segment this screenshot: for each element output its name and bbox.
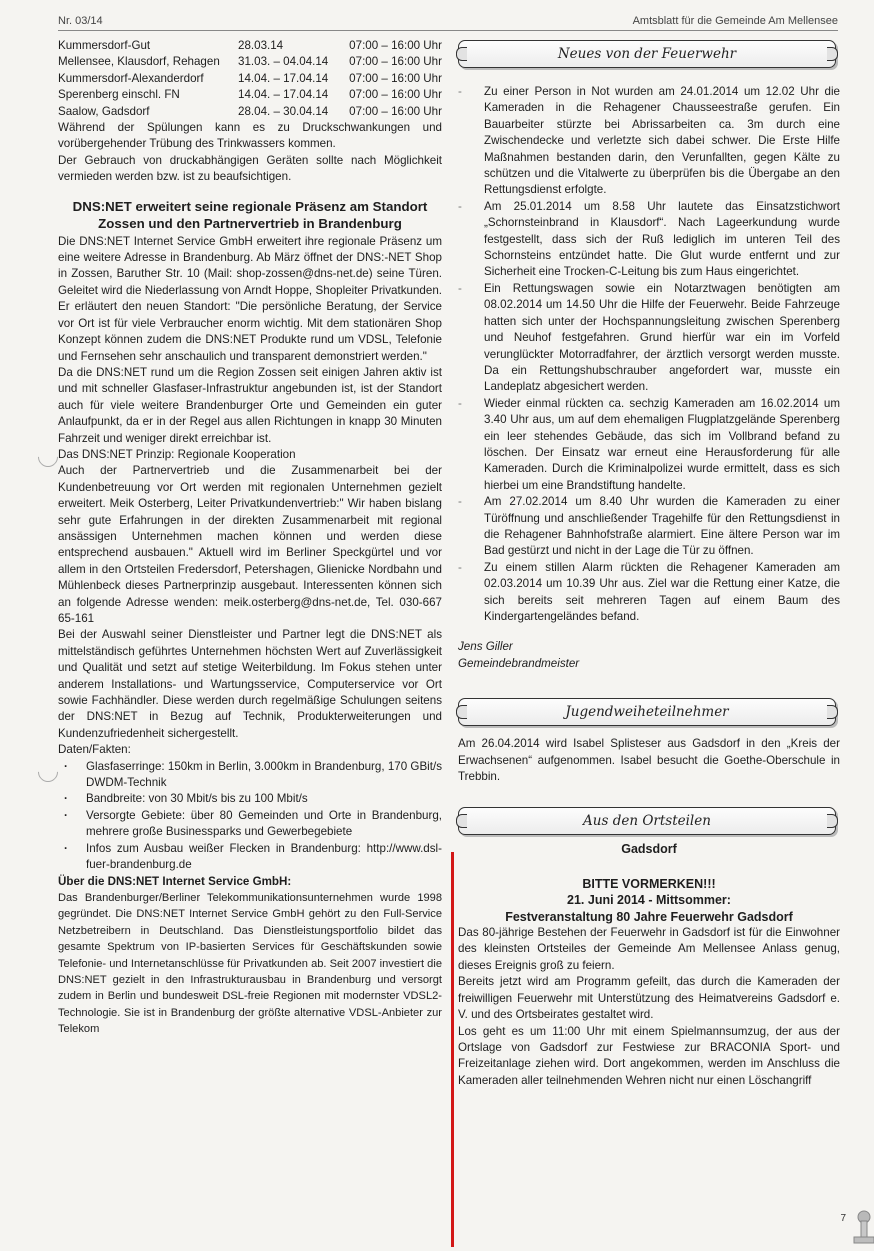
facts-label: Daten/Fakten: <box>58 743 131 757</box>
section-banner <box>458 807 836 835</box>
banner-title: Neues von der Feuerwehr <box>557 46 737 62</box>
right-column <box>458 40 840 1089</box>
table-row <box>58 71 442 87</box>
article-paragraph: Los geht es um 11:00 Uhr mit einem Spielmannsumzug, der aus der Ortslage von Gadsdorf zur Festwiese zur BRACONIA Sport- und Freizeitanlage ziehen wird. Dort angekommen, werden im Anschluss die Kameraden aller teilnehmenden Wehren nicht nur einen Löschangriff <box>458 1024 840 1087</box>
list-item: · Infos zum Ausbau weißer Flecken in Brandenburg: http://www.dsl-fuer-brandenburg.de <box>58 841 442 874</box>
banner-title: Jugendweiheteilnehmer <box>565 704 729 721</box>
scroll-curl-icon <box>456 814 467 828</box>
list-item: - Zu einem stillen Alarm rückten die Rehagener Kameraden am 02.03.2014 um 10.39 Uhr aus. Ziel war die Rettung einer Katze, die sich bereits seit mehreren Tagen auf einem Baum des Kindergartengeländes befand. <box>458 560 840 626</box>
article-paragraph: Bei der Auswahl seiner Dienstleister und Partner legt die DNS:NET als mittelständisch geführtes Unternehmen höchsten Wert auf Zuverlässigkeit und Qualität und setzt auf stetige Weiterbildung. Im Fokus stehen unter anderem Installations- und Wartungsservice, Computerservice vor Ort sowie Fachhändler. Diese werden durch regelmäßige Schulungen seitens der DNS:NET in Bezug auf Technik, Produkterweiterungen und Kundenzufriedenheit sichergestellt. <box>58 628 442 740</box>
list-item: · Glasfaserringe: 150km in Berlin, 3.000km in Brandenburg, 170 GBit/s DWDM-Technik <box>58 759 442 792</box>
article-paragraph: Am 26.04.2014 wird Isabel Splisteser aus Gadsdorf in den „Kreis der Erwachsenen“ aufgenommen. Isabel besucht die Goethe-Oberschule in Trebbin. <box>458 737 840 784</box>
list-item: - Am 25.01.2014 um 8.58 Uhr lautete das Einsatzstichwort „Schornsteinbrand in Klausdorf“. Nach Lageerkundung wurde festgestellt, dass sich der Ruß lediglich im unteren Teil des Schornsteins entzündet hatte. Die Glut wurde entfernt und zur Sicherheit eine Trocken-C-Leitung bis zum Haus eingerichtet. <box>458 199 840 281</box>
facts-list <box>58 759 442 874</box>
time-cell: 07:00 – 16:00 Uhr <box>349 39 442 52</box>
list-item: · Bandbreite: von 30 Mbit/s bis zu 100 Mbit/s <box>58 791 442 807</box>
article-paragraph: Bereits jetzt wird am Programm gefeilt, das durch die Kameraden der freiwilligen Feuerwehr mit Unterstützung des Heimatvereins Gadsdorf e. V. und des Ortsbeirates gestaltet wird. <box>458 975 840 1022</box>
banner-title: Aus den Ortsteilen <box>583 813 711 830</box>
red-margin-mark <box>451 852 454 1247</box>
event-title: Festveranstaltung 80 Jahre Feuerwehr Gadsdorf <box>505 909 793 924</box>
issue-number: Nr. 03/14 <box>58 15 103 27</box>
article-paragraph: Auch der Partnervertrieb und die Zusammenarbeit bei der Kundenbetreuung vor Ort werden mit regionalen Unternehmen gezielt erweitert. Meik Osterberg, Leiter Privatkundenvertrieb:" Wir haben bislang sehr gute Erfahrungen in der direkten Zusammenarbeit mit regional ansässigen Unternehmen machen können und werden diese entsprechend ausbauen." Aktuell wird im Berliner Speckgürtel und vor allem in den Ortsteilen Fredersdorf, Petershagen, Glienicke Nordbahn und Mühlenbeck dieses Partnerprinzip ausgebaut. Interessenten können sich an folgende Adresse wenden: meik.osterberg@dns-net.de, Tel. 030-667 65-161 <box>58 464 442 625</box>
scroll-curl-icon <box>456 705 467 719</box>
page-header <box>58 10 838 30</box>
date-cell: 14.04. – 17.04.14 <box>238 71 329 85</box>
date-cell: 14.04. – 17.04.14 <box>238 88 329 102</box>
signature-block <box>458 639 840 672</box>
scroll-curl-icon <box>827 814 838 828</box>
place-cell: Kummersdorf-Alexanderdorf <box>58 71 204 85</box>
article-subheading: Das DNS:NET Prinzip: Regionale Kooperation <box>58 447 296 461</box>
date-cell: 31.03. – 04.04.14 <box>238 55 329 69</box>
left-column <box>58 38 442 1038</box>
notice-heading: BITTE VORMERKEN!!! <box>582 876 716 891</box>
list-item: - Wieder einmal rückten ca. sechzig Kameraden am 16.02.2014 um 3.40 Uhr aus, um auf dem ehemaligen Flugplatzgelände Sperenberg ein leer stehendes Gebäude, das sich im Vollbrand befand zu löschen. Der Einsatz war erneut eine Herausforderung für alle Kameraden. Durch die Kriminalpolizei wurde ermittelt, dass es sich hierbei um eine Brandstiftung handelte. <box>458 396 840 494</box>
time-cell: 07:00 – 16:00 Uhr <box>349 88 442 102</box>
signature-role: Gemeindebrandmeister <box>458 656 580 670</box>
place-cell: Mellensee, Klausdorf, Rehagen <box>58 55 220 69</box>
article-paragraph: Da die DNS:NET rund um die Region Zossen seit einigen Jahren aktiv ist und mit schneller Glasfaser-Infrastruktur angebunden ist, ist der Standort auch für viele weitere Brandenburger Orte und Gemeinden ein guter Anlaufpunkt, da er in der Regel aus allen Richtungen in knapp 30 Minuten Fahrzeit und weniger direkt erreichbar ist. <box>58 365 442 445</box>
table-row <box>58 54 442 70</box>
flushing-schedule-table <box>58 38 442 120</box>
place-cell: Kummersdorf-Gut <box>58 39 151 52</box>
table-row <box>58 104 442 120</box>
flushing-note: Während der Spülungen kann es zu Druckschwankungen und vorübergehender Trübung des Trinkwassers kommen. <box>58 121 442 151</box>
about-paragraph: Das Brandenburger/Berliner Telekommunikationsunternehmen wurde 1998 gegründet. Die DNS:NET Internet Service GmbH gehört zu den Full-Service Netzbetreibern in Deutschland. Das Dienstleistungsportfolio bildet das gesamte Spektrum von IP-basierten Services für Geschäftskunden sowie Telefonie- und Internetanschlüsse für Privatkunden ab. Seit 2007 investiert die DNS:NET gezielt in den Infrastrukturausbau in Brandenburg und versorgt zudem in Berlin und bundesweit DSL-freie Regionen mit modernster VDSL2-Technologie. Sie ist in Brandenburg der größte alternative VDSL-Anbieter zur Telekom <box>58 891 442 1036</box>
time-cell: 07:00 – 16:00 Uhr <box>349 55 442 69</box>
paper-clip-icon <box>852 1207 874 1247</box>
place-heading: Gadsdorf <box>621 842 677 857</box>
table-row <box>58 38 442 54</box>
signature-name: Jens Giller <box>458 640 513 654</box>
publication-title: Amtsblatt für die Gemeinde Am Mellensee <box>632 15 838 27</box>
table-row <box>58 87 442 103</box>
article-title: DNS:NET erweitert seine regionale Präsenz am Standort Zossen und den Partnervertrieb in Brandenburg <box>72 198 428 231</box>
time-cell: 07:00 – 16:00 Uhr <box>349 104 442 118</box>
scroll-curl-icon <box>827 47 838 61</box>
time-cell: 07:00 – 16:00 Uhr <box>349 71 442 85</box>
fire-dept-incident-list <box>458 84 840 625</box>
date-cell: 28.04. – 30.04.14 <box>238 104 329 118</box>
about-heading: Über die DNS:NET Internet Service GmbH: <box>58 874 292 888</box>
page-number: 7 <box>840 1213 846 1224</box>
list-item: - Ein Rettungswagen sowie ein Notarztwagen benötigten am 08.02.2014 um 14.50 Uhr die Hilfe der Feuerwehr. Beide Fahrzeuge hatten sich unter der Hochspannungsleitung zwischen Sperenberg und Neuhof festgefahren. Grund hierfür war ein im Vorfeld verunglückter Motorradfahrer, der ärztlich versorgt werden musste. Da ein Rettungshubschrauber angefordert war, musste ein Landeplatz abgesichert werden. <box>458 281 840 396</box>
section-banner <box>458 40 836 68</box>
list-item: · Versorgte Gebiete: über 80 Gemeinden und Orte in Brandenburg, mehrere große Businessparks und Gewerbegebiete <box>58 808 442 841</box>
header-divider <box>58 30 838 31</box>
place-cell: Sperenberg einschl. FN <box>58 88 180 102</box>
list-item: - Am 27.02.2014 um 8.40 Uhr wurden die Kameraden zu einer Türöffnung und anschließender Tragehilfe für den Rettungsdienst in die Rehagener Bahnhofstraße alarmiert. Eine ältere Person war im Bad gestürzt und nicht in der Lage die Tür zu öffnen. <box>458 494 840 560</box>
flushing-note: Der Gebrauch von druckabhängigen Geräten sollte nach Möglichkeit vermieden werden bzw. ist zu beaufsichtigen. <box>58 153 442 184</box>
date-cell: 28.03.14 <box>238 39 284 52</box>
article-paragraph: Das 80-jährige Bestehen der Feuerwehr in Gadsdorf ist für die Einwohner des kleinsten Ortsteiles der Gemeinde Am Mellensee Anlass genug, dieses Ereignis groß zu feiern. <box>458 926 840 972</box>
scroll-curl-icon <box>456 47 467 61</box>
place-cell: Saalow, Gadsdorf <box>58 104 150 118</box>
event-date: 21. Juni 2014 - Mittsommer: <box>567 893 731 908</box>
section-banner <box>458 698 836 726</box>
article-paragraph: Die DNS:NET Internet Service GmbH erweitert ihre regionale Präsenz um eine weitere Adresse in Brandenburg. Ab März öffnet der DNS:-NET Shop in Zossen, Baruther Str. 10 (Mail: shop-zossen@dns-net.de) seine Türen. Geleitet wird die Niederlassung von Arndt Hoppe, Shopleiter Privatkunden. Er erläutert den neuen Standort: "Die persönliche Beratung, der Service vor Ort ist für viele Verbraucher enorm wichtig. Mit dem stationären Shop Konzept können zudem die DNS:NET Produkte rund um VDSL, Telefonie und Fernsehen sehr anschaulich und transparent demonstriert werden." <box>58 234 442 363</box>
list-item: - Zu einer Person in Not wurden am 24.01.2014 um 12.02 Uhr die Kameraden in die Rehagener Chausseestraße gerufen. Ein Bauarbeiter stürzte bei Abrissarbeiten ca. 3m durch eine Zwischendecke und verletzte sich dabei schwer. Die Erste Hilfe Maßnahmen bestanden darin, den Verunfallten, gegen Kälte zu schützen und die Vitalwerte zu überprüfen bis die Übergabe an den Rettungsdienst erfolgte. <box>458 84 840 199</box>
scroll-curl-icon <box>827 705 838 719</box>
